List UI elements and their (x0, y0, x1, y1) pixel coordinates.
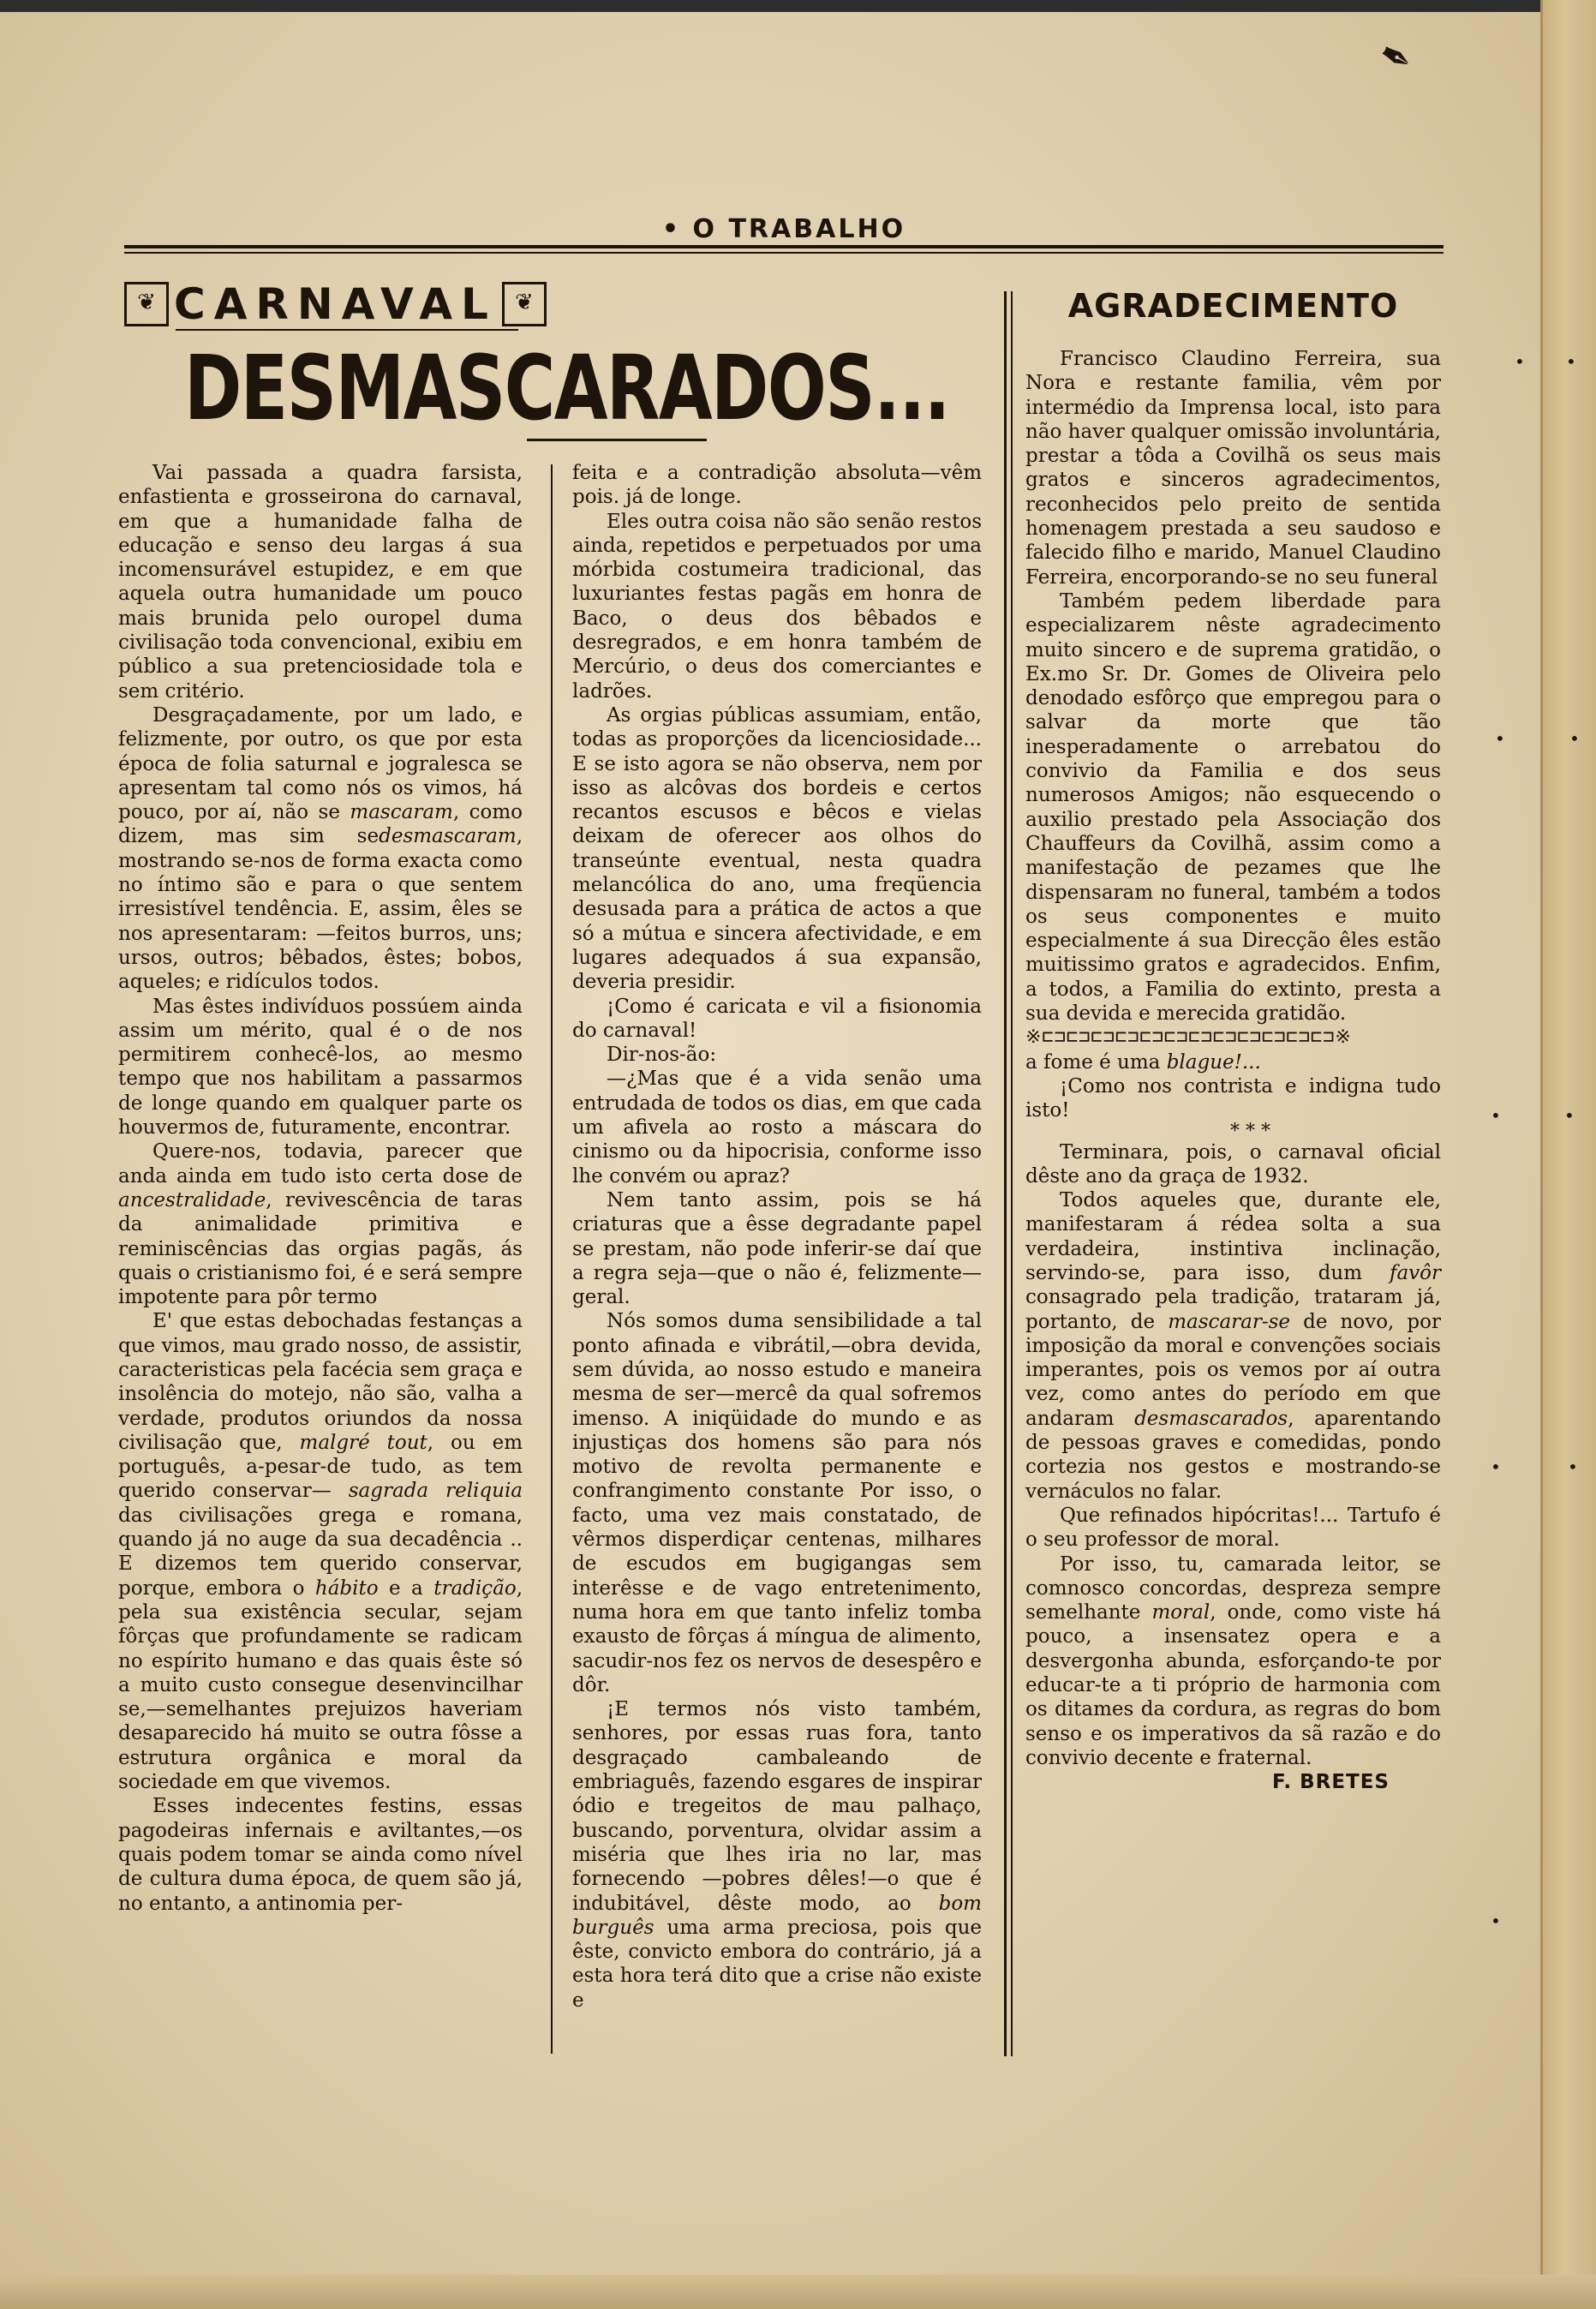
binding-hole-icon: • (1568, 1457, 1578, 1477)
notice-title: AGRADECIMENTO (1067, 287, 1399, 325)
paragraph: Que refinados hipócritas!... Tartufo é o seu professor de moral. (1025, 1504, 1441, 1552)
column-rule-2 (1004, 291, 1007, 2056)
binding-hole-icon: • (1491, 1105, 1501, 1126)
article-column-3 (1025, 347, 1441, 1795)
paragraph: Dir-nos-ão: (607, 1044, 717, 1067)
paragraph: Esses indecentes festins, essas pagodeiras infernais e aviltantes,—os quais podem tomar se ainda como nível de cultura duma época, de quem são já, no entanto, a antinomia per- (118, 1795, 523, 1915)
paragraph: Por isso, tu, camarada leitor, se comnosco concordas, despreza sempre semelhante moral, onde, como viste há pouco, a insensatez opera e a desvergonha abunda, esforçando-te por educar-te a ti próprio de harmonia com os ditames da cordura, as regras do bom senso e os imperativos da sã razão e do convivio decente e fraternal. (1025, 1552, 1442, 1769)
paragraph: Todos aqueles que, durante ele, manifestaram á rédea solta a sua verdadeira, instintiva inclinação, servindo-se, para isso, dum favôr consagrado pela tradição, trataram já, portanto, de mascarar-se de novo, por imposição da moral e convenções sociais imperantes, pois os vemos por aí outra vez, como antes do período em que andaram desmascarados, aparentando de pessoas graves e comedidas, pondo cortezia nos gestos e mostrando-se vernáculos no falar. (1025, 1189, 1441, 1503)
scan-bottom-edge (0, 2275, 1596, 2309)
paragraph: Terminara, pois, o carnaval oficial dêste ano da graça de 1932. (1025, 1140, 1441, 1187)
binding-hole-icon: • (1515, 351, 1525, 372)
paragraph: E' que estas debochadas festanças a que vimos, mau grado nosso, de assistir, caracteristicas pela facécia sem graça e insolência do motejo, não são, valha a verdade, produtos oriundos da nossa civilisação que, malgré tout, ou em português, a-pesar-de tudo, as tem querido conservar— sagrada reliquia das civilisações grega e romana, quando já no auge da sua decadência .. E dizemos tem querido conservar, porque, embora o hábito e a tradição, pela sua existência secular, sejam fôrças que profundamente se radicam no espírito humano e das quais êste só a muito custo consegue desenvincilhar se,—semelhantes prejuizos haveriam desaparecido há muito se outra fôsse a estrutura orgânica e moral da sociedade em que vivemos. (118, 1310, 523, 1794)
paragraph: Quere-nos, todavia, parecer que anda ainda em tudo isto certa dose de ancestralidade, revivescência de taras da animalidade primitiva e reminiscências das orgias pagãs, ás quais o cristianismo foi, é e será sempre impotente para pôr termo (118, 1140, 523, 1309)
ornamental-divider: ※⊏⊐⊏⊐⊏⊐⊏⊐⊏⊐⊏⊐⊏⊐⊏⊐⊏⊐⊏⊐⊏⊐⊏⊐※ (1025, 1026, 1352, 1049)
binding-hole-icon: • (1569, 728, 1580, 749)
paragraph: Eles outra coisa não são senão restos ainda, repetidos e perpetuados por uma mórbida costumeira tradicional, das luxuriantes festas pagãs em honra de Baco, o deus dos bêbados e desregrados, e em honra também de Mercúrio, o deus dos comerciantes e ladrões. (572, 510, 982, 703)
ornament-icon: ❦ (502, 282, 547, 326)
paragraph: ¡Como nos contrista e indigna tudo isto! (1025, 1074, 1441, 1122)
paragraph: —¿Mas que é a vida senão uma entrudada de todos os dias, em que cada um afivela ao rosto a máscara do cinismo ou da hipocrisia, conforme isso lhe convém ou apraz? (572, 1068, 982, 1187)
paragraph: a fome é uma blague!... (1025, 1050, 1261, 1074)
binding-hole-icon: • (1491, 1457, 1501, 1477)
paragraph: ¡Como é caricata e vil a fisionomia do carnaval! (572, 995, 982, 1042)
masthead-rule-thin (124, 252, 1444, 254)
article-kicker (124, 279, 570, 332)
binding-hole-icon: • (1564, 1105, 1575, 1126)
column-rule-2b (1011, 291, 1013, 2056)
article-column-2 (572, 461, 982, 2013)
paragraph: Também pedem liberdade para especializarem nêste agradecimento muito sincero e de suprema gratidão, o Ex.mo Sr. Dr. Gomes de Oliveira pelo denodado esfôrço que empregou para o salvar da morte que tão inesperadamente o arrebatou do convivio da Familia e dos seus numerosos Amigos; não esquecendo o auxilio prestado pela Associação dos Chauffeurs da Covilhã, assim como a manifestação de pezames que lhe dispensaram no funeral, também a todos os seus componentes e muito especialmente á sua Direcção êles estão muitissimo gratos e agradecidos. Enfim, a todos, a Familia do extinto, presta a sua devida e merecida gratidão. (1025, 589, 1441, 1026)
ink-mark: ✒ (1370, 28, 1422, 87)
adjacent-page-edge (1540, 0, 1596, 2309)
paragraph: Vai passada a quadra farsista, enfastienta e grosseirona do carnaval, em que a humanidade falha de educação e senso deu largas á sua incomensurável estupidez, e em que aquela outra humanidade um pouco mais brunida pelo ouropel duma civilisação toda convencional, exibiu em público a sua pretenciosidade tola e sem critério. (118, 462, 523, 703)
headline-rule (527, 439, 707, 441)
binding-hole-icon: • (1566, 351, 1576, 372)
paragraph: Mas êstes indivíduos possúem ainda assim um mérito, qual é o de nos permitirem conhecê-los, ao mesmo tempo que nos habilitam a passarmos de longe quando em qualquer parte os houvermos de, futuramente, encontrar. (118, 995, 523, 1140)
binding-hole-icon: • (1495, 728, 1505, 749)
paragraph: Nem tanto assim, pois se há criaturas que a êsse degradante papel se prestam, não pode inferir-se daí que a regra seja—que o não é, felizmente—geral. (572, 1188, 982, 1309)
kicker-text: CARNAVAL (174, 279, 497, 329)
masthead (124, 214, 1444, 266)
binding-hole-icon: • (1491, 1911, 1501, 1931)
ornament-icon: ❦ (124, 282, 169, 326)
scan-top-edge (0, 0, 1596, 12)
asterism: * * * (1230, 1120, 1270, 1142)
masthead-rule (124, 245, 1444, 248)
paragraph: feita e a contradição absoluta—vêm pois. já de longe. (572, 462, 982, 509)
column-rule-1 (551, 464, 553, 2054)
article-headline: DESMASCARADOS... (184, 336, 949, 440)
paragraph: Desgraçadamente, por um lado, e felizmente, por outro, os que por esta época de folia saturnal e jogralesca se apresentam tal como nós os vimos, há pouco, por aí, não se mascaram, como dizem, mas sim sedesmascaram, mostrando se-nos de forma exacta como no íntimo são e para o que sentem irresistível tendência. E, assim, êles se nos apresentaram: —feitos burros, uns; ursos, outros; bêbados, êstes; bobos, aqueles; e ridículos todos. (118, 703, 523, 994)
paragraph: As orgias públicas assumiam, então, todas as proporções da licenciosidade... E se isto agora se não observa, nem por isso as alcôvas dos bordeis e certos recantos escusos e bêcos e vielas deixam de oferecer aos olhos do transeúnte eventual, nesta quadra melancólica do ano, uma freqüencia desusada para a prática de actos a que só a mútua e sincera afectividade, e em lugares adequados á sua expansão, deveria presidir. (572, 703, 982, 994)
paragraph: ¡E termos nós visto também, senhores, por essas ruas fora, tanto desgraçado cambaleando de embriaguês, fazendo esgares de inspirar ódio e tregeitos de mau palhaço, buscando, porventura, olvidar assim a miséria que lhes iria no lar, mas fornecendo —pobres dêles!—o que é indubitável, dêste modo, ao bom burguês uma arma preciosa, pois que êste, convicto embora do contrário, já a esta hora terá dito que a crise não existe e (572, 1698, 982, 2012)
article-column-1 (118, 461, 523, 1916)
paragraph: Francisco Claudino Ferreira, sua Nora e restante familia, vêm por intermédio da Imprensa local, isto para não haver qualquer omissão involuntária, prestar a tôda a Covilhã os seus mais gratos e sinceros agradecimentos, reconhecidos pelo preito de sentida homenagem prestada a seu saudoso e falecido filho e marido, Manuel Claudino Ferreira, encorporando-se no seu funeral (1025, 348, 1441, 589)
masthead-title: • O TRABALHO (661, 214, 906, 244)
kicker-underline (176, 329, 518, 331)
signature: F. BRETES (1272, 1771, 1390, 1794)
paragraph: Nós somos duma sensibilidade a tal ponto afinada e vibrátil,—obra devida, sem dúvida, ao nosso estudo e maneira mesma de ser—mercê da qual sofremos imenso. A iniqüidade do mundo e as injustiças dos homens são para nós motivo de revolta permanente e confrangimento constante Por isso, o facto, uma vez mais constatado, de vêrmos disperdiçar centenas, milhares de escudos em bugigangas sem interêsse e de vago entretenimento, numa hora em que tanto infeliz tomba exausto de fôrças á míngua de alimento, sacudir-nos fez os nervos de desespêro e dôr. (572, 1310, 982, 1696)
